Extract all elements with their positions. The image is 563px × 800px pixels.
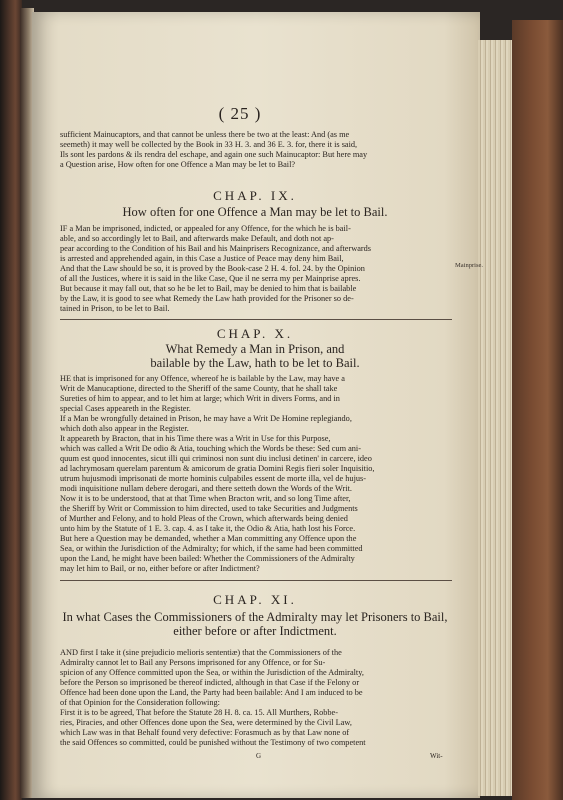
chapter-heading: CHAP. XI. <box>213 592 297 607</box>
text-line: of Murther and Felony, and to hold Pleas of the Crown, which afterwards being denied <box>60 514 348 523</box>
text-line: is arrested and apprehended again, in this Case a Justice of Peace may deny him Bail, <box>60 254 344 263</box>
chapter-title: How often for one Offence a Man may be let to Bail. <box>122 205 388 219</box>
text-line: If a Man be wrongfully detained in Prison, he may have a Writ De Homine replegiando, <box>60 414 352 423</box>
text-line: sufficient Mainucaptors, and that cannot be unless there be two at the least: And (as me <box>60 130 350 139</box>
text-line: modi inquisitione nullam debere derogari, and there setteth down the Words of the Writ. <box>60 484 353 493</box>
text-line: Admiralty cannot let to Bail any Persons imprisoned for any Offence, or for Su- <box>60 658 326 667</box>
text-line: AND first I take it (sine prejudicio melioris sententiæ) that the Commissioners of the <box>60 648 342 657</box>
text-line: tained in Prison, to be let to Bail. <box>60 304 170 313</box>
text-line: And that the Law should be so, it is proved by the Book-case 2 H. 4. fol. 24. by the Opinion <box>60 264 365 273</box>
catchword: Wit- <box>430 752 443 760</box>
chapter-title: In what Cases the Commissioners of the Admiralty may let Prisoners to Bail, either before or after Indictment. <box>62 610 448 638</box>
text-line: which doth also appear in the Register. <box>60 424 189 433</box>
margin-note: Mainprise. <box>455 262 483 269</box>
text-line: Writ de Manucaptione, directed to the Sheriff of the same County, that he shall take <box>60 384 338 393</box>
text-line: upon the Land, he might have been bailed: Whether the Commissioners of the Admiralty <box>60 554 355 563</box>
text-line: unto him by the Statute of 1 E. 3. cap. 4. as I take it, the Odio & Atia, hath lost his Force. <box>60 524 356 533</box>
text-line: Ils sont les pardons & ils rendra del eschape, and again one such Mainucaptor: But here may <box>60 150 368 159</box>
text-line: But because it may fall out, that so he be let to Bail, may be denied to him that is bailable <box>60 284 357 293</box>
page-edges <box>478 40 514 796</box>
section-rule <box>60 319 452 320</box>
text-line: before the Person so imprisoned be thereof indicted, although in that Case if the Felony or <box>60 678 360 687</box>
text-line: the said Offences so committed, could be punished without the Testimony of two competent <box>60 738 366 747</box>
text-line: a Question arise, How often for one Offence a Man may be let to Bail? <box>60 160 296 169</box>
text-line: Offence had been done upon the Land, the Party had been bailable: And I am induced to be <box>60 688 363 697</box>
chapter-title: What Remedy a Man in Prison, and bailable by the Law, hath to be let to Bail. <box>150 342 360 370</box>
chapter-heading: CHAP. X. <box>216 326 294 341</box>
text-line: But here a Question may be demanded, whether a Man committing any Offence upon the <box>60 534 357 543</box>
book-cover-left <box>0 0 22 800</box>
text-line: pear according to the Condition of his Bail and his Mainprisers Recognizance, and afterwards <box>60 244 372 253</box>
text-line: Now it is to be understood, that at that Time when Bracton writ, and so long Time after, <box>60 494 351 503</box>
text-line: of all the Justices, where it is said in the like Case, Que il ne serra my per Mainprise apres. <box>60 274 361 283</box>
text-line: ries, Piracies, and other Offences done upon the Sea, were determined by the Civil Law, <box>60 718 352 727</box>
text-line: ad lachrymosam querelam parentum & amicorum de gratia Domini Regis fieri soler Inquisitio, <box>60 464 375 473</box>
text-line: seemeth) it may well be collected by the Book in 33 H. 3. and 36 E. 3. for, there it is said, <box>60 140 358 149</box>
text-line: Sea, or within the Jurisdiction of the Admiralty; for which, if the same had been committed <box>60 544 363 553</box>
text-line: special Cases appeareth in the Register. <box>60 404 191 413</box>
signature-mark: G <box>256 752 262 760</box>
text-line: which Law was in that Behalf found very defective: Forasmuch as by that Law none of <box>60 728 350 737</box>
text-line: utrum hujusmodi imprisonati de morte hominis culpabiles essent de morte illa, vel de hujus- <box>60 474 367 483</box>
book-cover-right <box>512 20 563 800</box>
text-line: may let him to Bail, or no, either before or after Indictment? <box>60 564 260 573</box>
text-line: It appeareth by Bracton, that in his Time there was a Writ in Use for this Purpose, <box>60 434 331 443</box>
page-number: ( 25 ) <box>218 104 262 123</box>
chapter-heading: CHAP. IX. <box>213 188 297 203</box>
text-line: First it is to be agreed, That before the Statute 28 H. 8. ca. 15. All Murthers, Robbe- <box>60 708 338 717</box>
text-line: by the Law, it is good to see what Remedy the Law hath provided for the Prisoner so de- <box>60 294 354 303</box>
section-rule <box>60 580 452 581</box>
text-line: able, and so accordingly let to Bail, and afterwards make Default, and doth not ap- <box>60 234 334 243</box>
text-line: quum est quod innocentes, sicut illi qui criminosi non sunt diu inclusi detinen' in carcere, ideo <box>60 454 372 463</box>
text-line: spicion of any Offence committed upon the Sea, or within the Jurisdiction of the Admiralty, <box>60 668 364 677</box>
text-line: Sureties of him to appear, and to let him at large; which Writ in divers Forms, and in <box>60 394 340 403</box>
text-line: which was called a Writ De odio & Atia, touching which the Words be these: Sed cum ani- <box>60 444 361 453</box>
text-line: IF a Man be imprisoned, indicted, or appealed for any Offence, for the which he is bail- <box>60 224 351 233</box>
text-line: HE that is imprisoned for any Offence, whereof he is bailable by the Law, may have a <box>60 374 345 383</box>
text-line: the Sheriff by Writ or Commission to him directed, used to take Securities and Judgments <box>60 504 358 513</box>
text-line: of that Opinion for the Consideration following: <box>60 698 220 707</box>
